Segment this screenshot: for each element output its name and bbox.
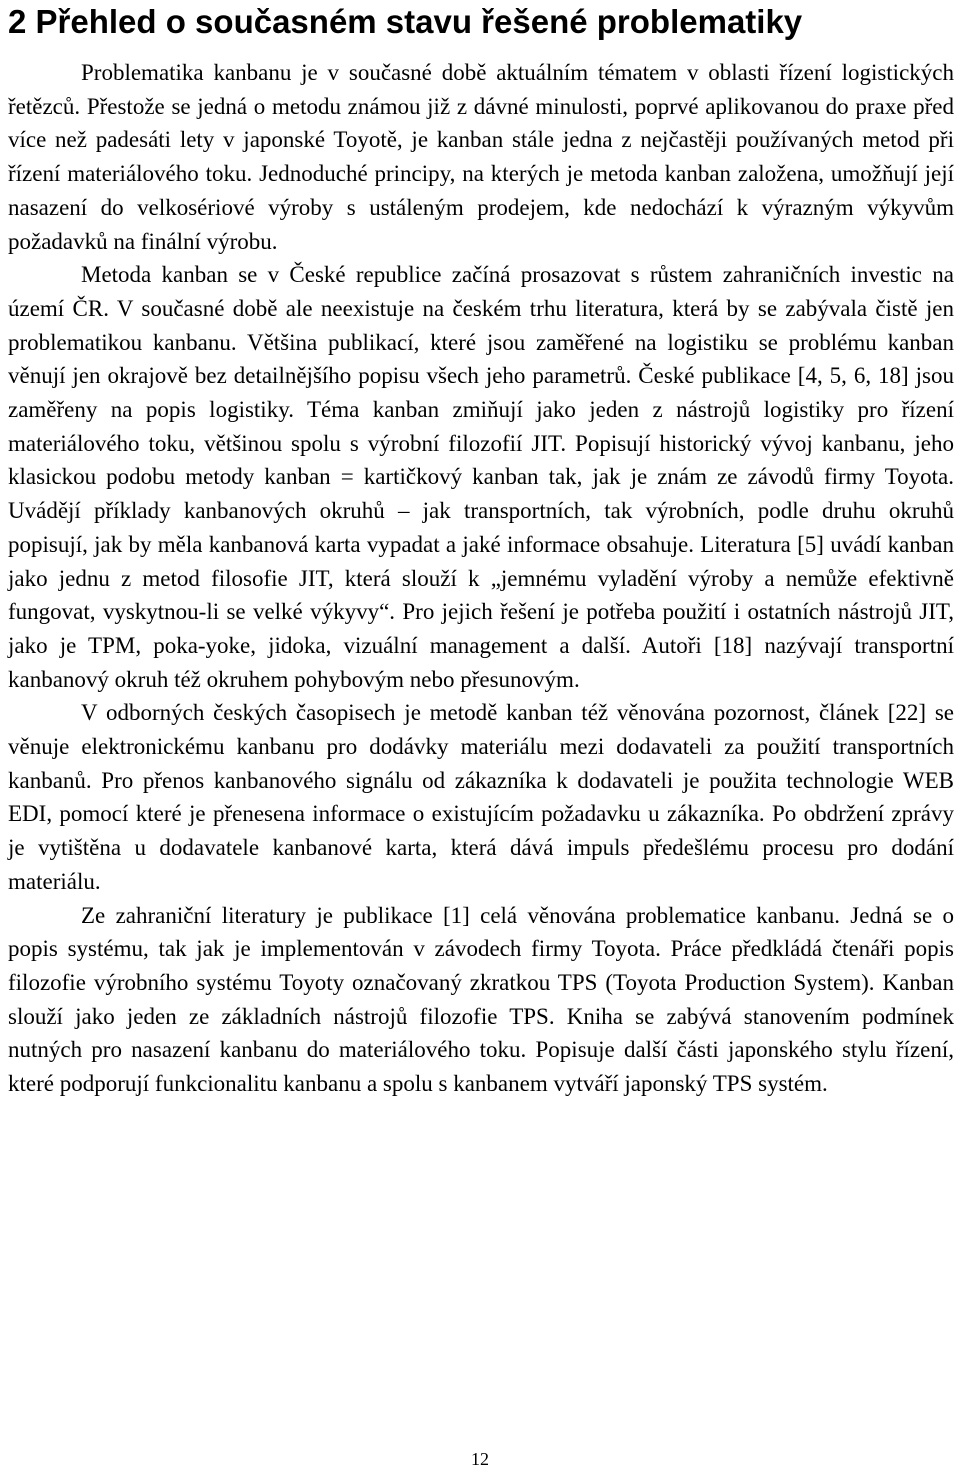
document-page: [8, 0, 954, 1101]
section-body: [8, 56, 954, 1101]
paragraph-1: Problematika kanbanu je v současné době aktuálním tématem v oblasti řízení logistických řetězců. Přestože se jedná o metodu známou již z dávné minulosti, poprvé aplikovanou do praxe před více než padesáti lety v japonské Toyotě, je kanban stále jedna z nejčastěji používaných metod při řízení materiálového toku. Jednoduché principy, na kterých je metoda kanban založena, umožňují její nasazení do velkosériové výroby s ustáleným prodejem, kde nedochází k výrazným výkyvům požadavků na finální výrobu.: [8, 60, 954, 254]
page-number: 12: [471, 1449, 489, 1469]
section-heading: 2 Přehled o současném stavu řešené problematiky: [8, 3, 803, 40]
paragraph-2: Metoda kanban se v České republice začíná prosazovat s růstem zahraničních investic na území ČR. V současné době ale neexistuje na českém trhu literatura, která by se zabývala čistě jen problematikou kanbanu. Většina publikací, které jsou zaměřené na logistiku se problému kanban věnují jen okrajově bez detailnějšího popisu všech jeho parametrů. České publikace [4, 5, 6, 18] jsou zaměřeny na popis logistiky. Téma kanban zmiňují jako jeden z nástrojů logistiky pro řízení materiálového toku, většinou spolu s výrobní filozofií JIT. Popisují historický vývoj kanbanu, jeho klasickou podobu metody kanban = kartičkový kanban tak, jak je znám ze závodů firmy Toyota. Uvádějí příklady kanbanových okruhů – jak transportních, tak výrobních, podle druhu okruhů popisují, jak by měla kanbanová karta vypadat a jaké informace obsahuje. Literatura [5] uvádí kanban jako jednu z metod filosofie JIT, která slouží k „jemnému vyladění výroby a nemůže efektivně fungovat, vyskytnou-li se velké výkyvy“. Pro jejich řešení je potřeba použití i ostatních nástrojů JIT, jako je TPM, poka-yoke, jidoka, vizuální management a další. Autoři [18] nazývají transportní kanbanový okruh též okruhem pohybovým nebo přesunovým.: [8, 262, 954, 692]
paragraph-4: Ze zahraniční literatury je publikace [1] celá věnována problematice kanbanu. Jedná se o popis systému, tak jak je implementován v závodech firmy Toyota. Práce předkládá čtenáři popis filozofie výrobního systému Toyoty označovaný zkratkou TPS (Toyota Production System). Kanban slouží jako jeden ze základních nástrojů filozofie TPS. Kniha se zabývá stanovením podmínek nutných pro nasazení kanbanu do materiálového toku. Popisuje další části japonského stylu řízení, které podporují funkcionalitu kanbanu a spolu s kanbanem vytváří japonský TPS systém.: [8, 902, 954, 1097]
paragraph-3: V odborných českých časopisech je metodě kanban též věnována pozornost, článek [22] se věnuje elektronickému kanbanu pro dodávky materiálu mezi dodavateli za použití transportních kanbanů. Pro přenos kanbanového signálu od zákazníka k dodavateli je použita technologie WEB EDI, pomocí které je přenesena informace o existujícím požadavku u zákazníka. Po obdržení zprávy je vytištěna u dodavatele kanbanové karta, která dává impuls předešlému procesu pro dodání materiálu.: [8, 700, 954, 894]
